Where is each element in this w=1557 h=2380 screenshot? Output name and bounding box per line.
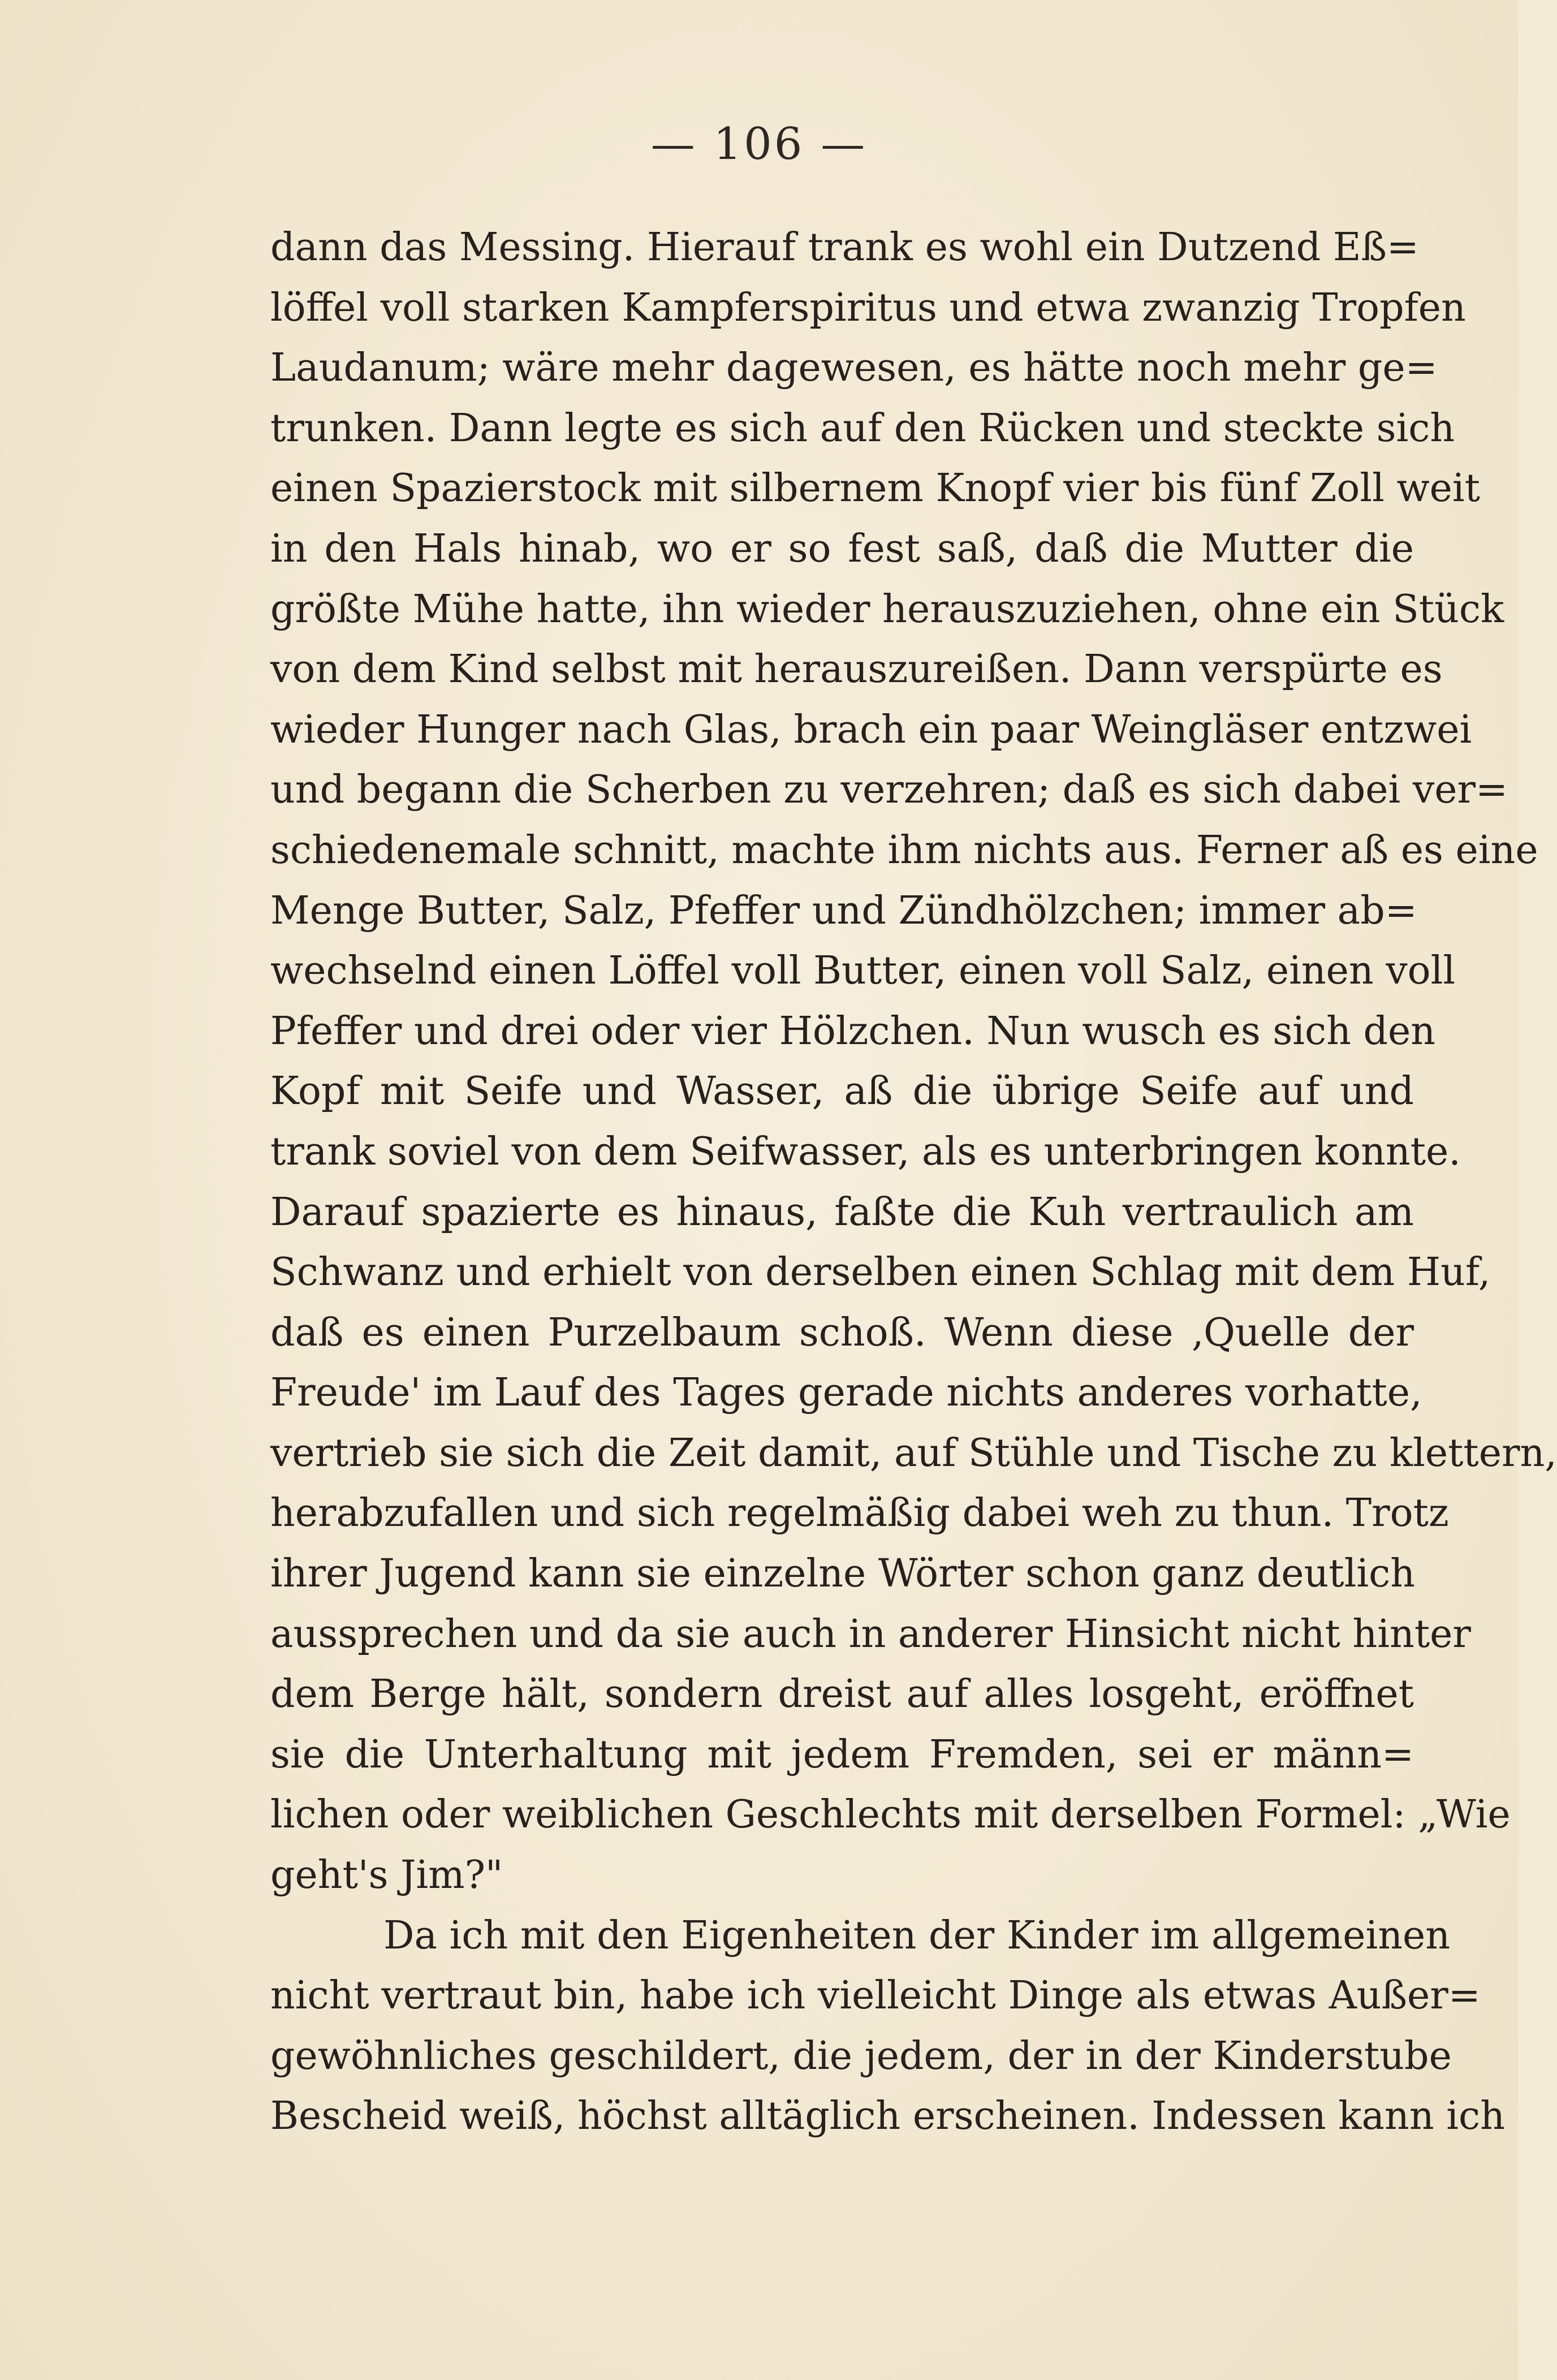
text-line: dann das Messing. Hierauf trank es wohl ein Dutzend Eß= (270, 225, 1419, 270)
text-line: gewöhnliches geschildert, die jedem, der in der Kinderstube (270, 2033, 1452, 2079)
text-line: Bescheid weiß, höchst alltäglich erscheinen. Indessen kann ich (270, 2094, 1505, 2139)
text-line: trank soviel von dem Seifwasser, als es unterbringen konnte. (270, 1129, 1461, 1174)
text-line: lichen oder weiblichen Geschlechts mit derselben Formel: „Wie (270, 1792, 1511, 1838)
text-line: größte Mühe hatte, ihn wieder herauszuziehen, ohne ein Stück (270, 587, 1504, 632)
text-line: herabzufallen und sich regelmäßig dabei weh zu thun. Trotz (270, 1491, 1449, 1536)
body-text (270, 218, 1557, 2147)
text-line: sie die Unterhaltung mit jedem Fremden, sei er männ= (270, 1732, 1414, 1777)
text-line: löffel voll starken Kampferspiritus und etwa zwanzig Tropfen (270, 285, 1466, 330)
text-line: Menge Butter, Salz, Pfeffer und Zündhölzchen; immer ab= (270, 888, 1417, 933)
text-line: dem Berge hält, sondern dreist auf alles losgeht, eröffnet (270, 1672, 1414, 1717)
text-line: vertrieb sie sich die Zeit damit, auf Stühle und Tische zu klettern, (270, 1430, 1557, 1476)
text-line: Da ich mit den Eigenheiten der Kinder im allgemeinen (383, 1913, 1451, 1958)
text-line: und begann die Scherben zu verzehren; daß es sich dabei ver= (270, 768, 1508, 813)
text-line: wieder Hunger nach Glas, brach ein paar Weingläser entzwei (270, 707, 1472, 752)
text-line: Schwanz und erhielt von derselben einen Schlag mit dem Huf, (270, 1250, 1491, 1295)
text-line: ihrer Jugend kann sie einzelne Wörter schon ganz deutlich (270, 1551, 1415, 1597)
text-line: von dem Kind selbst mit herauszureißen. Dann verspürte es (270, 647, 1443, 692)
text-line: Darauf spazierte es hinaus, faßte die Kuh vertraulich am (270, 1189, 1414, 1235)
text-line: wechselnd einen Löffel voll Butter, einen voll Salz, einen voll (270, 948, 1456, 994)
text-line: Freude' im Lauf des Tages gerade nichts anderes vorhatte, (270, 1370, 1422, 1416)
text-line: nicht vertraut bin, habe ich vielleicht Dinge als etwas Außer= (270, 1973, 1481, 2019)
text-line: schiedenemale schnitt, machte ihm nichts aus. Ferner aß es eine (270, 827, 1538, 873)
text-line: Pfeffer und drei oder vier Hölzchen. Nun wusch es sich den (270, 1008, 1436, 1054)
text-line: daß es einen Purzelbaum schoß. Wenn diese ‚Quelle der (270, 1310, 1414, 1355)
text-line: Kopf mit Seife und Wasser, aß die übrige Seife auf und (270, 1069, 1414, 1114)
text-line: geht's Jim?" (270, 1853, 503, 1898)
text-line: Laudanum; wäre mehr dagewesen, es hätte noch mehr ge= (270, 346, 1438, 391)
text-line: aussprechen und da sie auch in anderer Hinsicht nicht hinter (270, 1611, 1471, 1657)
text-line: in den Hals hinab, wo er so fest saß, daß die Mutter die (270, 526, 1414, 571)
page-number: — 106 — (650, 119, 868, 170)
text-line: trunken. Dann legte es sich auf den Rücken und steckte sich (270, 406, 1455, 451)
text-line: einen Spazierstock mit silbernem Knopf vier bis fünf Zoll weit (270, 466, 1480, 511)
